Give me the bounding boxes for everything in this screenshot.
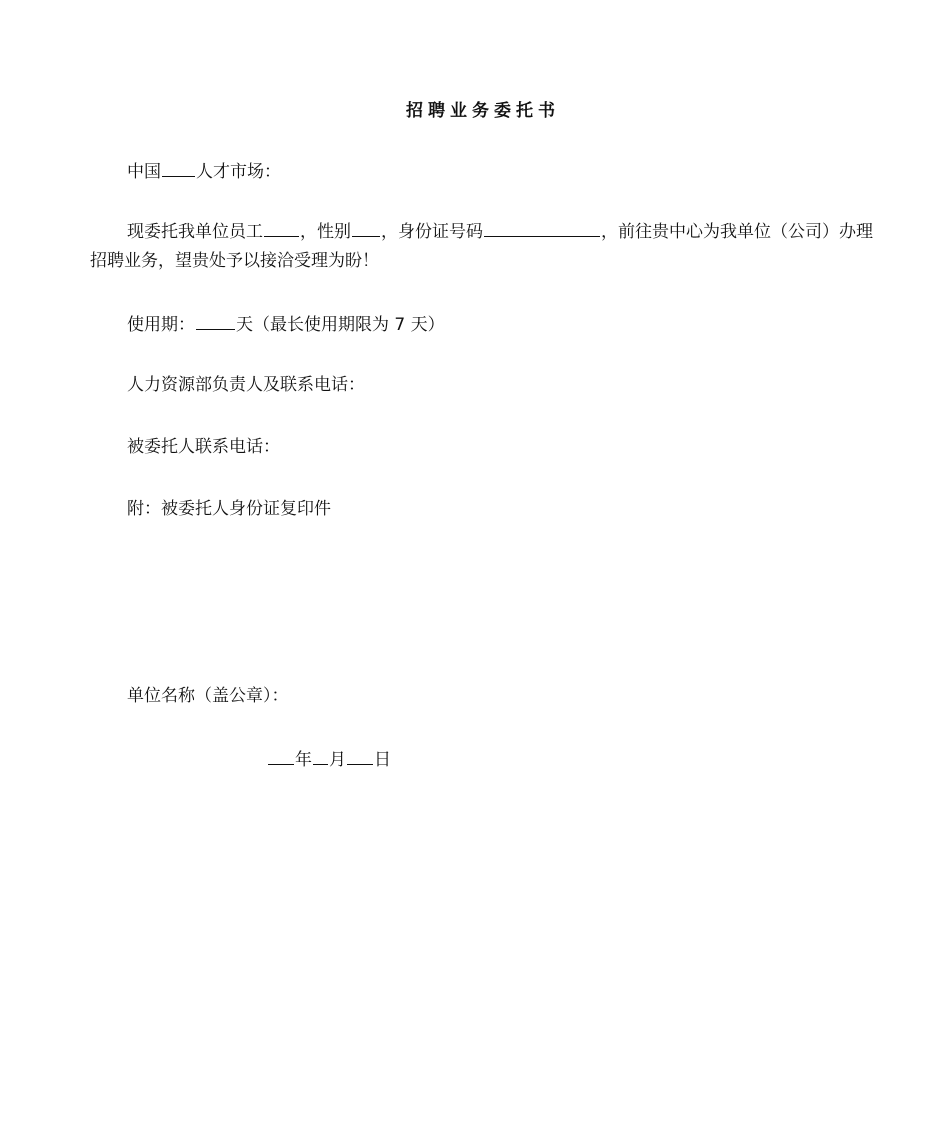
date-month: 月 (329, 750, 346, 770)
attachment-line: 附：被委托人身份证复印件 (127, 499, 331, 519)
greeting-line (127, 158, 281, 184)
hr-contact-line: 人力资源部负责人及联系电话： (127, 375, 365, 395)
unit-name-line: 单位名称（盖公章）： (127, 686, 289, 706)
city-blank[interactable] (162, 158, 195, 177)
date-line (267, 746, 391, 772)
gender-blank[interactable] (352, 218, 380, 237)
id-number-blank[interactable] (484, 218, 600, 237)
body-part4: ，前往贵中心为我单位（公司）办理招聘业务，望贵处予以接洽受理为盼！ (90, 222, 873, 271)
usage-days-blank[interactable] (196, 311, 235, 330)
date-day: 日 (374, 750, 391, 770)
month-blank[interactable] (313, 746, 328, 765)
greeting-prefix: 中国 (127, 162, 161, 182)
usage-suffix: 天（最长使用期限为 7 天） (236, 315, 445, 335)
greeting-suffix: 人才市场： (196, 162, 281, 182)
usage-label: 使用期： (127, 315, 195, 335)
body-part1: 现委托我单位员工 (127, 222, 263, 242)
body-part2: ，性别 (300, 222, 351, 242)
employee-name-blank[interactable] (264, 218, 299, 237)
delegate-contact-line: 被委托人联系电话： (127, 437, 280, 457)
body-part3: ，身份证号码 (381, 222, 483, 242)
date-year: 年 (295, 750, 312, 770)
document-title: 招聘业务委托书 (406, 101, 560, 121)
day-blank[interactable] (347, 746, 373, 765)
body-paragraph (90, 218, 875, 276)
usage-period-line (127, 311, 445, 337)
year-blank[interactable] (268, 746, 294, 765)
